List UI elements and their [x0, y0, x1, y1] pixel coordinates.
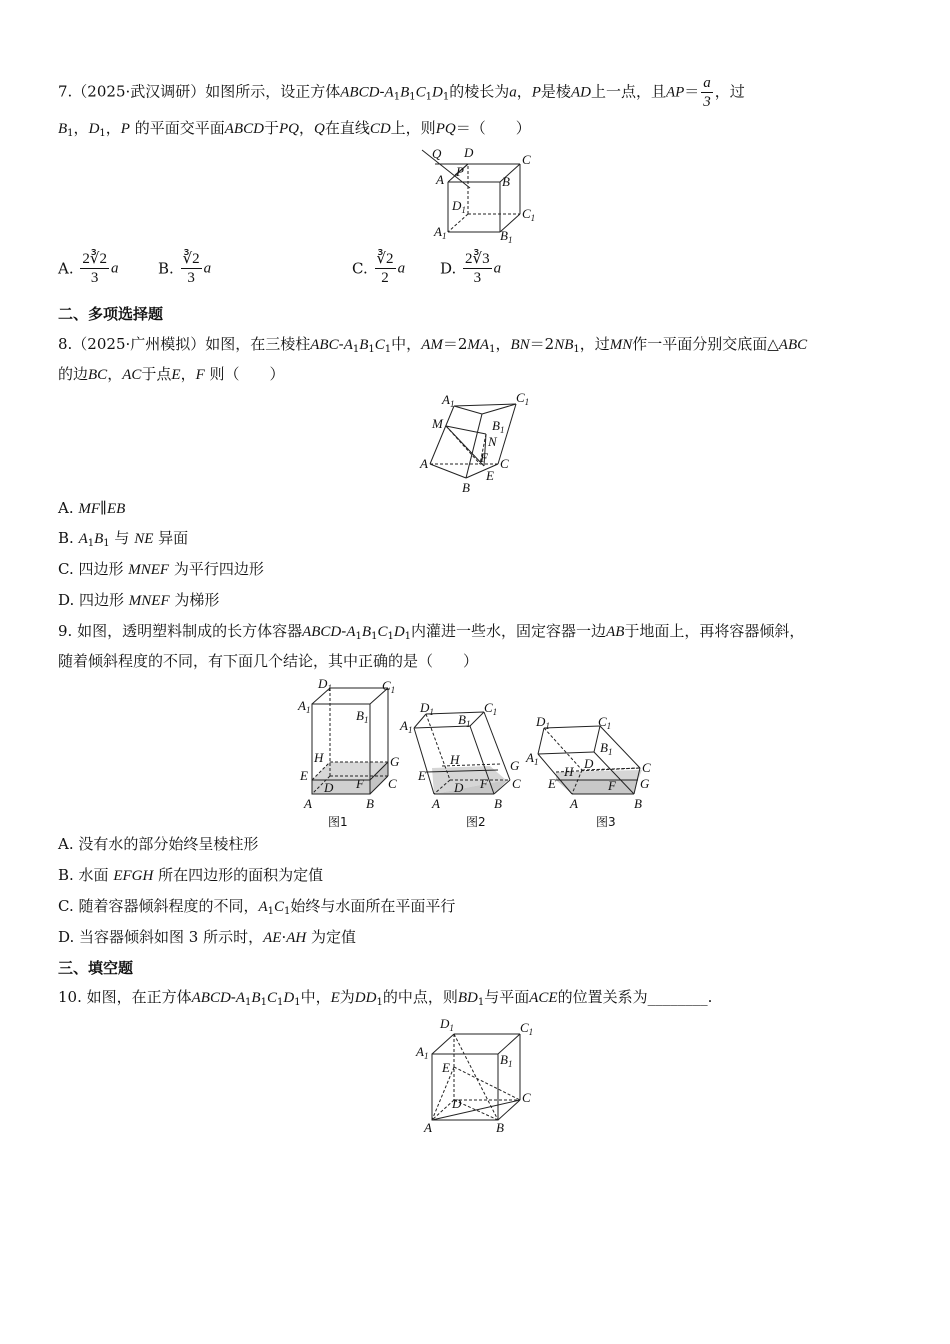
q9-line1: 9. 如图，透明塑料制成的长方体容器ABCD-$A_1B_1C_1D_1$内灌进一些水，固定容器一边AB于地面上，再将容器倾斜，: [58, 622, 805, 642]
ap-fraction: $\frac{a}{3}$: [703, 75, 711, 110]
svg-text:F: F: [480, 776, 488, 791]
label-D1: $D_1$: [452, 198, 466, 215]
q7-line1: 7.（2025·武汉调研）如图所示，设正方体ABCD-$A_1B_1C_1D_1$的棱长为a，P是棱AD上一点，且AP＝ $\frac{a}{3}$ ，过: [58, 75, 745, 110]
section-multi-choice: 二、多项选择题: [58, 305, 164, 323]
svg-text:C1: $C_1$: [598, 714, 612, 731]
q7-option-a[interactable]: A. $\frac{2∛2}{3}$ a: [58, 251, 119, 286]
label-C: C: [522, 152, 531, 167]
label-C1: $C_1$: [522, 206, 536, 223]
q7-option-d[interactable]: D. $\frac{2∛3}{3}$ a: [440, 251, 502, 286]
q9-figures: [294, 676, 664, 838]
svg-text:B1: $B_1$: [458, 712, 471, 729]
label-Q: Q: [432, 146, 442, 161]
label-N: N: [488, 434, 497, 449]
label-B: B: [502, 174, 510, 189]
svg-text:C: C: [642, 760, 651, 775]
svg-text:F: F: [356, 776, 364, 791]
svg-text:H: H: [564, 764, 574, 779]
label-A1: $A_1$: [434, 224, 447, 241]
svg-text:B1: $B_1$: [356, 708, 369, 725]
q7-option-b[interactable]: B. $\frac{∛2}{3}$ a: [158, 251, 212, 286]
q9-figure-1: [297, 676, 400, 829]
label-B1: $B_1$: [492, 418, 505, 435]
svg-text:B1: $B_1$: [600, 740, 613, 757]
svg-text:B1: $B_1$: [500, 1052, 513, 1069]
svg-text:A1: $A_1$: [416, 1044, 429, 1061]
svg-text:图3: 图3: [596, 815, 616, 829]
label-M: M: [432, 416, 443, 431]
q9-option-b[interactable]: B. 水面 EFGH 所在四边形的面积为定值: [58, 866, 324, 884]
svg-text:C1: $C_1$: [520, 1020, 534, 1037]
label-A1: $A_1$: [442, 392, 455, 409]
label-D: D: [464, 145, 474, 160]
q8-line1: 8.（2025·广州模拟）如图，在三棱柱ABC-$A_1B_1C_1$中，$AM=2MA_1$，$BN=2NB_1$，过MN作一平面分别交底面△ABC: [58, 335, 808, 355]
q9-figure-3: [525, 714, 651, 829]
q8-option-c[interactable]: C. 四边形 MNEF 为平行四边形: [58, 560, 264, 578]
svg-text:E: E: [442, 1060, 450, 1075]
q9-option-d[interactable]: D. 当容器倾斜如图 3 所示时，AE·AH 为定值: [58, 928, 356, 946]
label-P: P: [456, 164, 464, 179]
section-fill-in: 三、填空题: [58, 959, 134, 977]
svg-text:D1: $D_1$: [440, 1016, 454, 1033]
q7-option-c[interactable]: C. $\frac{∛2}{2}$ a: [352, 251, 406, 286]
svg-text:A1: $A_1$: [298, 698, 311, 715]
label-B: B: [462, 480, 470, 495]
label-A: A: [436, 172, 444, 187]
svg-text:C: C: [512, 776, 521, 791]
label-A: A: [420, 456, 428, 471]
q7-cube-figure: [410, 144, 550, 248]
q8-prism-figure: [418, 388, 548, 500]
label-F: F: [480, 450, 488, 465]
svg-text:图2: 图2: [466, 815, 486, 829]
svg-text:B: B: [634, 796, 642, 811]
svg-text:E: E: [418, 768, 426, 783]
q10-cube-figure: [410, 1012, 550, 1140]
label-B1: $B_1$: [500, 228, 513, 244]
svg-text:C: C: [522, 1090, 531, 1105]
svg-text:D: D: [452, 1096, 462, 1111]
svg-text:H: H: [314, 750, 324, 765]
label-E: E: [486, 468, 494, 483]
svg-text:D: D: [454, 780, 464, 795]
svg-text:G: G: [510, 758, 520, 773]
svg-text:E: E: [300, 768, 308, 783]
svg-text:F: F: [608, 778, 616, 793]
svg-text:B: B: [496, 1120, 504, 1135]
q8-option-b[interactable]: B. $A_1B_1$ 与 NE 异面: [58, 529, 189, 549]
svg-text:图1: 图1: [328, 815, 348, 829]
svg-text:D: D: [584, 756, 594, 771]
svg-text:A: A: [432, 796, 440, 811]
q9-line2: 随着倾斜程度的不同，有下面几个结论，其中正确的是（ ）: [58, 652, 479, 670]
svg-text:A: A: [304, 796, 312, 811]
svg-text:H: H: [450, 752, 460, 767]
svg-text:D1: $D_1$: [536, 714, 550, 731]
svg-text:C: C: [388, 776, 397, 791]
svg-text:D1: $D_1$: [420, 700, 434, 717]
q8-option-a[interactable]: A. MF∥EB: [58, 499, 126, 517]
svg-text:A1: $A_1$: [400, 718, 413, 735]
svg-text:C1: $C_1$: [382, 678, 396, 695]
q8-line2: 的边BC，AC于点E，F 则（ ）: [58, 365, 285, 383]
q9-figure-2: [399, 700, 521, 829]
svg-text:G: G: [390, 754, 400, 769]
svg-text:G: G: [640, 776, 650, 791]
svg-text:A: A: [424, 1120, 432, 1135]
svg-text:B: B: [494, 796, 502, 811]
label-C1: $C_1$: [516, 390, 530, 407]
q8-option-d[interactable]: D. 四边形 MNEF 为梯形: [58, 591, 220, 609]
svg-text:A: A: [570, 796, 578, 811]
svg-text:A1: $A_1$: [526, 750, 539, 767]
svg-text:C1: $C_1$: [484, 700, 498, 717]
svg-text:B: B: [366, 796, 374, 811]
svg-text:D: D: [324, 780, 334, 795]
svg-text:D1: $D_1$: [318, 676, 332, 693]
svg-text:E: E: [548, 776, 556, 791]
q7-line2: $B_1$，$D_1$，P 的平面交平面ABCD于PQ，Q在直线CD上，则PQ＝（ ）: [58, 119, 531, 139]
label-C: C: [500, 456, 509, 471]
q10-line: 10. 如图，在正方体ABCD-$A_1B_1C_1D_1$中，E为$DD_1$的中点，则$BD_1$与平面ACE的位置关系为________.: [58, 988, 713, 1008]
q9-option-c[interactable]: C. 随着容器倾斜程度的不同，$A_1C_1$始终与水面所在平面平行: [58, 897, 456, 917]
q9-option-a[interactable]: A. 没有水的部分始终呈棱柱形: [58, 835, 259, 853]
